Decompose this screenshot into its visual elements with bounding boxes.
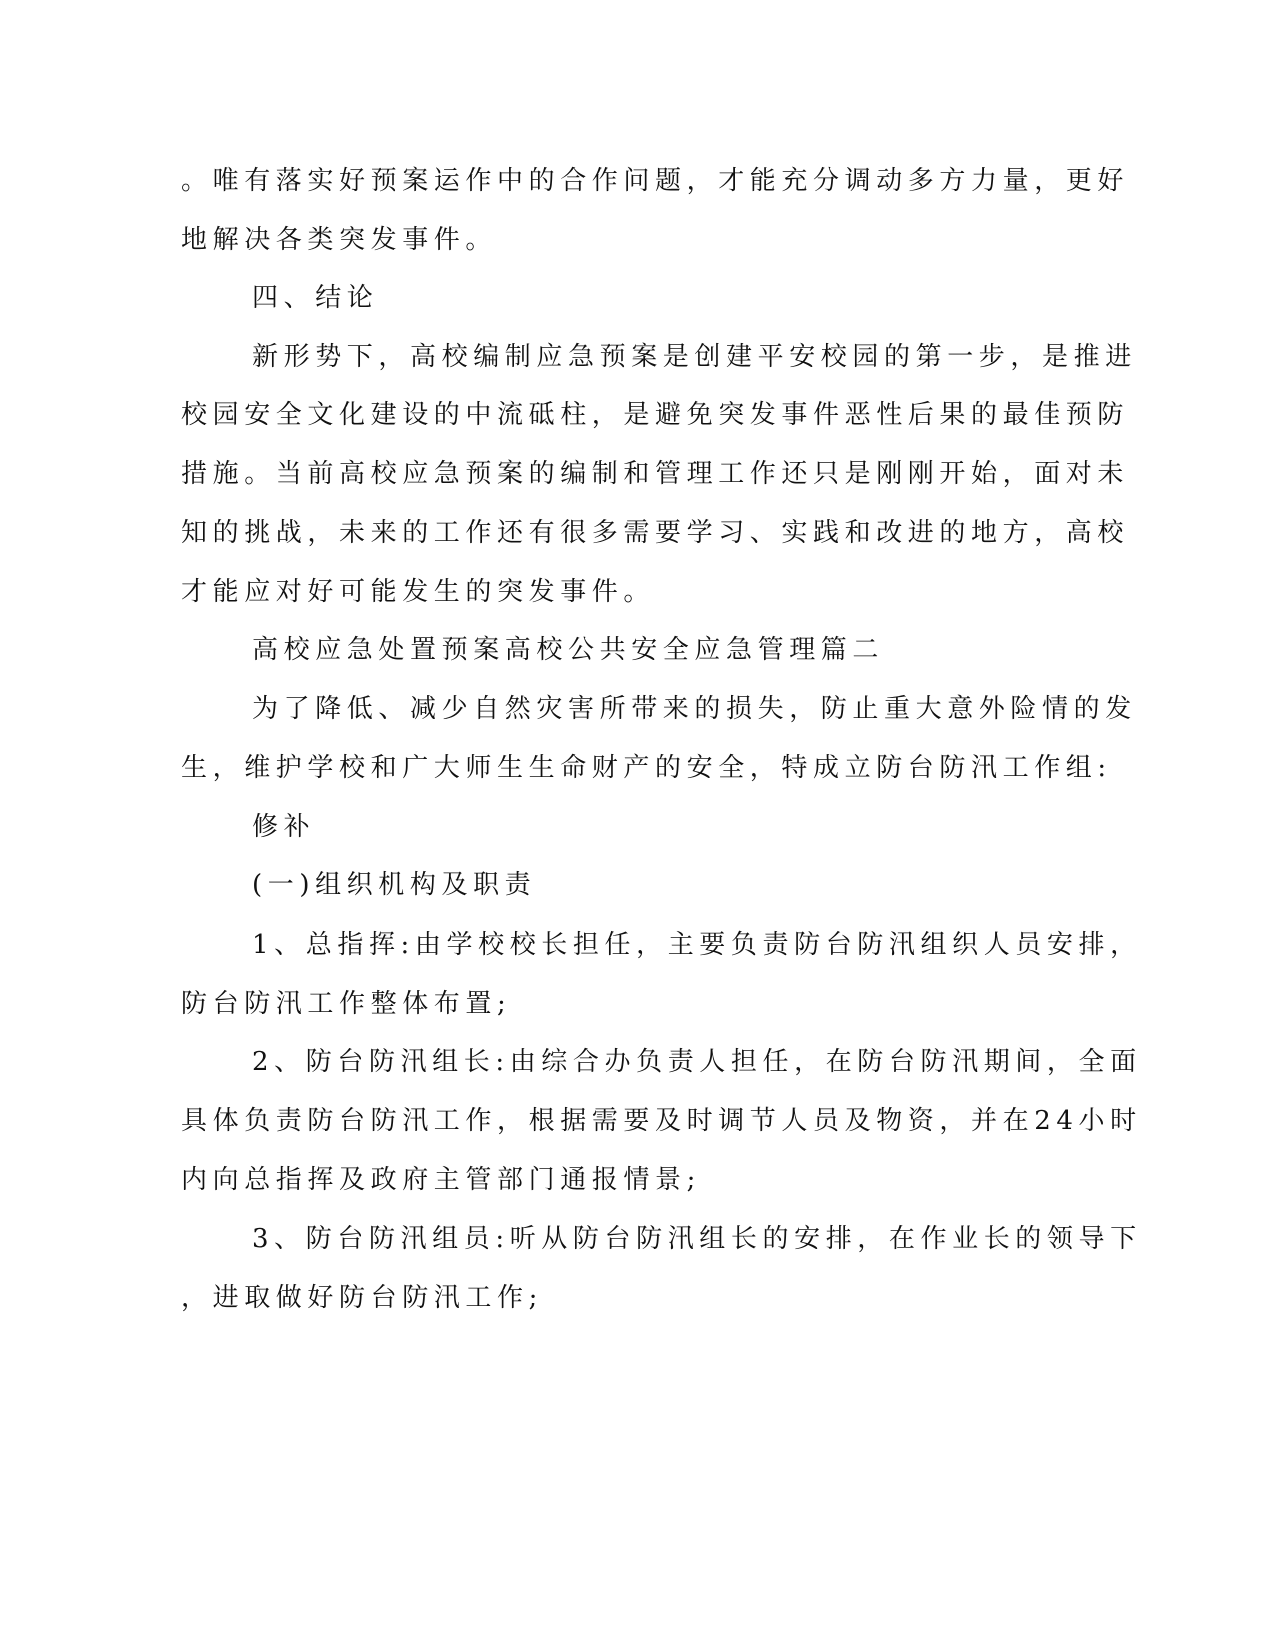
text-line-20: ，进取做好防台防汛工作; [181,1283,543,1313]
text-line-18: 内向总指挥及政府主管部门通报情景; [181,1165,701,1195]
text-line-4: 新形势下，高校编制应急预案是创建平安校园的第一步，是推进 [252,342,1137,372]
text-line-5: 校园安全文化建设的中流砥柱，是避免突发事件恶性后果的最佳预防 [181,400,1130,430]
text-line-17: 具体负责防台防汛工作，根据需要及时调节人员及物资，并在24小时 [181,1106,1142,1136]
text-line-7: 知的挑战，未来的工作还有很多需要学习、实践和改进的地方，高校 [181,518,1130,548]
text-line-12: 修补 [252,812,316,842]
text-line-6: 措施。当前高校应急预案的编制和管理工作还只是刚刚开始，面对未 [181,459,1130,489]
text-line-1: 。唯有落实好预案运作中的合作问题，才能充分调动多方力量，更好 [181,166,1130,196]
section-heading-conclusion: 四、结论 [252,283,379,313]
text-line-11: 生，维护学校和广大师生生命财产的安全，特成立防台防汛工作组: [181,753,1112,783]
text-line-16: 2、防台防汛组长:由综合办负责人担任，在防台防汛期间，全面 [252,1047,1142,1077]
text-line-15: 防台防汛工作整体布置; [181,989,512,1019]
text-line-8: 才能应对好可能发生的突发事件。 [181,577,656,607]
text-line-10: 为了降低、减少自然灾害所带来的损失，防止重大意外险情的发 [252,694,1137,724]
text-line-19: 3、防台防汛组员:听从防台防汛组长的安排，在作业长的领导下 [252,1224,1142,1254]
section-title-part-two: 高校应急处置预案高校公共安全应急管理篇二 [252,635,885,665]
text-line-14: 1、总指挥:由学校校长担任，主要负责防台防汛组织人员安排， [252,930,1142,960]
text-line-2: 地解决各类突发事件。 [181,225,498,255]
section-heading-organization: (一)组织机构及职责 [252,870,537,900]
